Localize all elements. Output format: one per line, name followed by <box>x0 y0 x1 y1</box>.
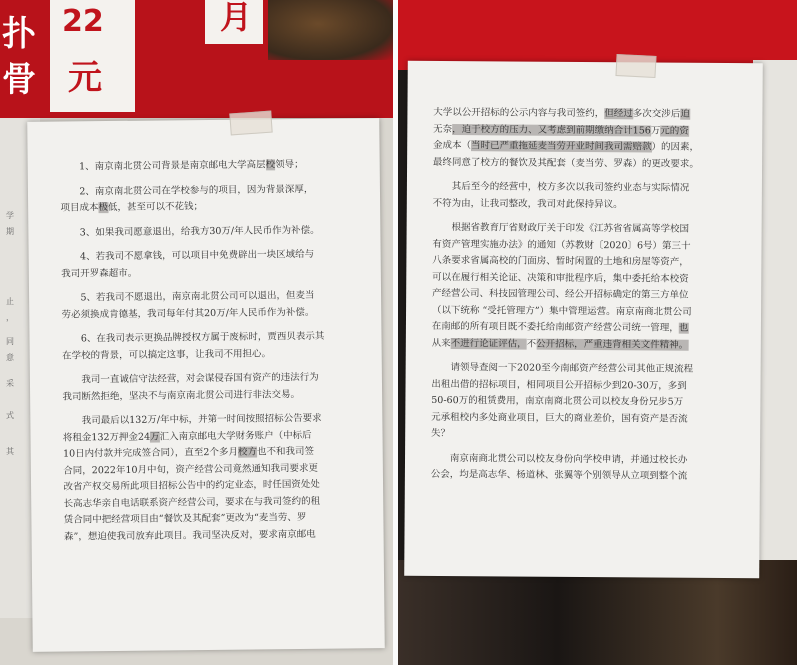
line-text: 最终同意了校方的餐饮及其配套（麦当劳、罗森）的更改要求。 <box>432 156 699 170</box>
notice-line <box>432 319 742 338</box>
line-text: 我司最后以132万/年中标，并第一时间按照招标公告要求 <box>81 412 322 427</box>
notice-line <box>62 304 362 324</box>
notice-line <box>60 156 360 176</box>
notice-line <box>431 393 741 412</box>
sign-month: 月 <box>220 0 253 36</box>
line-text: 领导； <box>275 159 304 171</box>
line-text: 在南邮的所有项目既不委托给南邮资产经营公司统一管理， <box>431 320 679 334</box>
line-text: 5、若我司不愿退出，南京南北贯公司可以退出，但麦当 <box>80 289 315 304</box>
notice-line <box>432 335 742 354</box>
red-wall <box>398 0 797 70</box>
notice-line <box>432 220 742 239</box>
line-text: 八条要求省属高校的门面房、暂时闲置的土地和房屋等资产， <box>432 254 689 268</box>
notice-line <box>431 360 741 379</box>
right-notice-text <box>431 105 744 486</box>
notice-line <box>64 493 364 513</box>
line-text: 公会，均是高志华、杨道林、张翼等个别领导从立项到整个流 <box>430 468 688 482</box>
highlighted-text: 迫 <box>680 108 690 120</box>
line-text: 4、若我司不愿拿钱，可以项目中免费辟出一块区域给与 <box>79 248 315 263</box>
line-text: 失？ <box>430 427 451 440</box>
line-text: 不 <box>526 338 537 350</box>
line-text: 南京南商北贯公司以校友身份向学校申请，并通过校长办 <box>449 452 688 466</box>
notice-line <box>433 138 743 157</box>
edge-char: 止 <box>6 297 14 306</box>
highlighted-text: 公开招标，严重违背相关文件精神。 <box>536 338 689 351</box>
line-text: 长高志华亲自电话联系资产经营公司，要求在与我司签约的租 <box>63 495 321 510</box>
line-text: 金成本（ <box>433 139 472 152</box>
edge-char: ， <box>6 313 14 322</box>
edge-char: 同 <box>6 337 14 346</box>
line-text: 多次交涉后 <box>632 108 681 120</box>
line-text: 请领导查阅一下2020至今南邮资产经营公司其他正规流程 <box>450 362 694 375</box>
notice-line <box>62 345 362 365</box>
sign-currency: 元 <box>68 58 102 98</box>
line-text: 劳必须换成肯德基，我司每年付其20万/年人民币作为补偿。 <box>61 306 315 321</box>
line-text: 也不和我司签 <box>256 445 315 458</box>
edge-char: 意 <box>6 353 14 362</box>
line-text: 不符为由，让我司整改，我司对此保持异议。 <box>432 197 623 210</box>
line-text: 50-60万的租赁费用，南京南商北贯公司以校友身份兄步5万 <box>431 394 684 408</box>
highlighted-text: 校 <box>265 159 276 171</box>
sign-price: 22 <box>62 4 104 39</box>
line-text: 10日内付款并完成签合同），直至2个多月 <box>63 446 239 460</box>
tape <box>615 54 656 78</box>
line-text: 可以在履行相关论证、决策和审批程序后，集中委托给本校资 <box>432 271 689 285</box>
edge-char: 学 <box>6 211 14 220</box>
notice-line <box>60 197 360 217</box>
highlighted-text: 校方 <box>237 446 258 458</box>
line-text: 我司开罗森超市。 <box>61 267 138 280</box>
tape <box>229 111 272 136</box>
notice-line <box>62 328 362 348</box>
line-text: 森”，想迫使我司放弃此项目。我司坚决反对，要求南京邮电 <box>63 528 316 543</box>
line-text: 6、在我司表示更换品牌授权方属于废标时，贾西贝表示其 <box>80 330 325 345</box>
food-image <box>268 0 393 60</box>
notice-line <box>432 253 742 272</box>
notice-line <box>431 467 741 486</box>
line-text: 1、南京南北贯公司背景是南京邮电大学高层 <box>79 159 266 173</box>
line-text: 3、如果我司愿意退出，给我方30万/年人民币作为补偿。 <box>79 224 320 238</box>
notice-line <box>433 195 743 214</box>
line-text: 将租金132万押金24 <box>62 431 151 444</box>
line-text: 根据省教育厅省财政厅关于印发《江苏省省属高等学校国 <box>451 222 690 235</box>
line-text: 赁合同中把经营项目由“餐饮及其配套”更改为“麦当劳、罗 <box>63 512 307 526</box>
line-text: 我司一直诚信守法经营，对会谋侵吞国有资产的违法行为 <box>81 371 319 386</box>
highlighted-text: ，迫于校方的压力、又考虑到前期缴纳合计156 <box>452 123 651 136</box>
notice-line <box>433 105 743 124</box>
highlighted-text: 元的资 <box>660 125 689 137</box>
highlighted-text: 极 <box>98 202 109 214</box>
edge-char: 式 <box>6 411 14 420</box>
line-text: 我司断然拒绝，坚决不与南京南北贯公司进行非法交易。 <box>62 388 301 403</box>
highlighted-text: 但经过 <box>604 108 633 120</box>
notice-line <box>431 409 741 428</box>
line-text: ）的因素， <box>651 141 700 153</box>
line-text: 2、南京南北贯公司在学校参与的项目，因为背景深厚， <box>79 183 314 197</box>
line-text: 项目成本 <box>60 202 99 214</box>
line-text: 低，甚至可以不花钱； <box>107 201 204 214</box>
notice-line <box>431 426 741 445</box>
highlighted-text: 也 <box>678 322 689 334</box>
notice-line <box>63 410 363 430</box>
line-text: 从来 <box>431 337 451 349</box>
line-text: 出租出借的招标项目，相同项目公开招标少到20-30万，多到 <box>431 378 687 392</box>
line-text: 改省产权交易所此项目招标公告中的约定业态，时任国资处处 <box>63 478 320 493</box>
notice-line <box>62 369 362 389</box>
line-text: 无奈 <box>433 123 453 135</box>
edge-char: 其 <box>6 447 14 456</box>
edge-char: 期 <box>6 227 14 236</box>
line-text: 大学以公开招标的公示内容与我司签约， <box>433 106 605 120</box>
line-text: 其后至今的经营中，校方多次以我司签约业态与实际情况 <box>451 181 690 194</box>
right-photo <box>398 0 797 665</box>
sign-char-left-2: 骨 <box>2 60 36 100</box>
highlighted-text: 当时已严重拖延麦当劳开业时间我司需赔款 <box>471 140 652 153</box>
highlighted-text: 不进行论证评估， <box>450 337 527 350</box>
edge-char: 采 <box>6 379 14 388</box>
notice-line <box>64 526 364 546</box>
line-text: 汇入南京邮电大学财务账户（中标后 <box>159 429 312 443</box>
line-text: 元承租校内多处商业项目，巨大的商业差价，国有资产是否流 <box>431 411 688 425</box>
notice-line <box>61 263 361 283</box>
line-text: 在学校的背景，可以搞定这事，让我司不用担心。 <box>61 347 272 362</box>
line-text: 产经营公司、科技园管理公司、经公开招标确定的第三方单位 <box>431 287 689 301</box>
highlighted-text: 万 <box>150 431 160 443</box>
notice-line <box>62 386 362 406</box>
line-text: 合同，2022年10月中旬，资产经营公司竟然通知我司要求更 <box>63 462 319 477</box>
line-text: （以下统称 “受托管理方”）集中管理运营。南京南商北贯公司 <box>431 304 692 318</box>
left-photo <box>0 0 393 665</box>
line-text: 万 <box>650 124 661 137</box>
line-text: 有资产管理实施办法》的通知（苏教财〔2020〕6号）第三十 <box>432 238 691 252</box>
sign-char-left-1: 扑 <box>2 14 36 54</box>
left-notice-text <box>60 156 364 545</box>
notice-line <box>61 222 361 242</box>
notice-line <box>433 179 743 198</box>
notice-line <box>433 154 743 173</box>
notice-line <box>432 286 742 305</box>
